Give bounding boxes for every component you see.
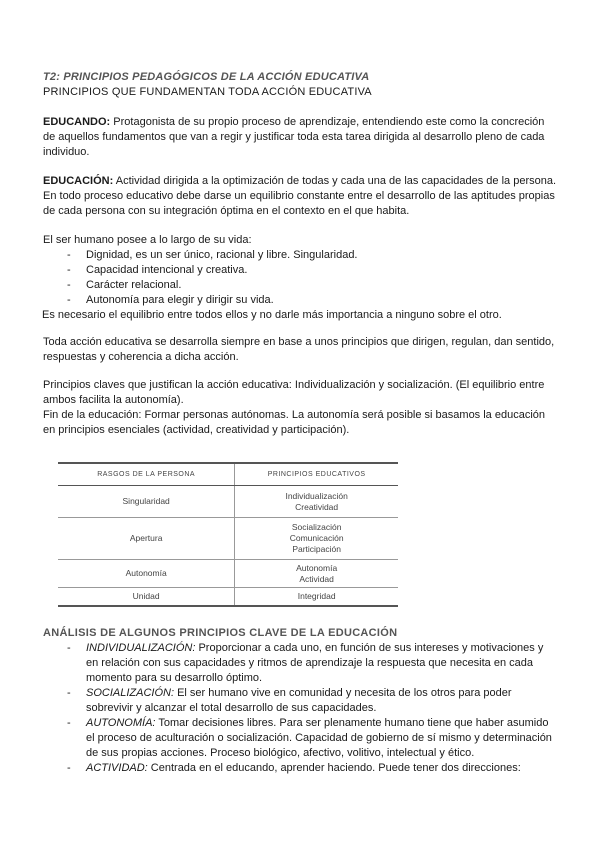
ser-humano-list	[43, 248, 557, 308]
list-item: - Carácter relacional.	[43, 278, 557, 293]
column-header: RASGOS DE LA PERSONA	[58, 463, 235, 486]
principle-term: AUTONOMÍA:	[86, 717, 156, 729]
educacion-text: Actividad dirigida a la optimización de todas y cada una de las capacidades de la persona. En todo proceso educativo debe darse un equilibrio constante entre el desarrollo de las aptitudes propias de cada persona con su integración óptima en el contexto en el que habita.	[43, 175, 557, 217]
analisis-list	[43, 641, 557, 776]
ser-humano-section	[43, 233, 557, 323]
analisis-title: ANÁLISIS DE ALGUNOS PRINCIPIOS CLAVE DE LA EDUCACIÓN	[43, 627, 398, 639]
principio: Participación	[292, 544, 341, 554]
list-item: - Dignidad, es un ser único, racional y libre. Singularidad.	[43, 248, 557, 263]
educacion-paragraph	[43, 174, 557, 219]
analisis-section	[43, 626, 557, 776]
table-cell	[235, 486, 398, 518]
list-item	[43, 686, 557, 716]
table-cell	[235, 560, 398, 588]
principio: Actividad	[299, 573, 334, 584]
principle-term: INDIVIDUALIZACIÓN:	[86, 642, 196, 654]
document-subtitle: PRINCIPIOS QUE FUNDAMENTAN TODA ACCIÓN EDUCATIVA	[43, 86, 372, 98]
table-cell	[235, 518, 398, 560]
rasgos-principios-table	[58, 462, 398, 607]
table-cell: Singularidad	[58, 486, 235, 518]
table-row	[58, 588, 398, 606]
table-row	[58, 518, 398, 560]
principio: Creatividad	[295, 501, 339, 512]
principle-term: ACTIVIDAD:	[86, 762, 148, 774]
list-item	[43, 641, 557, 686]
principle-text: El ser humano vive en comunidad y necesita de los otros para poder sobrevivir y alcanzar el total desarrollo de sus capacidades.	[86, 687, 512, 714]
accion-text-3: Fin de la educación: Formar personas autónomas. La autonomía será posible si basamos la educación en principios esenciales (actividad, creatividad y participación).	[43, 409, 546, 436]
principle-text: Proporcionar a cada uno, en función de sus intereses y motivaciones y en relación con sus capacidades y ritmos de aprendizaje la respuesta que necesita en cada momento para su desarrollo óptimo.	[86, 642, 544, 684]
table-header-row	[58, 463, 398, 486]
principio: Comunicación	[289, 533, 344, 543]
principio: Socialización	[291, 522, 342, 532]
document-title: T2: PRINCIPIOS PEDAGÓGICOS DE LA ACCIÓN EDUCATIVA	[43, 71, 370, 83]
table-cell: Unidad	[58, 588, 235, 606]
list-item: - Capacidad intencional y creativa.	[43, 263, 557, 278]
accion-text-2: Principios claves que justifican la acción educativa: Individualización y socialización. (El equilibrio entre ambos facilita la autonomía).	[43, 379, 545, 406]
header	[43, 70, 557, 100]
table-row	[58, 560, 398, 588]
principle-text: Centrada en el educando, aprender haciendo. Puede tener dos direcciones:	[147, 762, 521, 774]
accion-paragraph-1	[43, 335, 557, 365]
ser-humano-outro: Es necesario el equilibrio entre todos ellos y no darle más importancia a ninguno sobre el otro.	[42, 309, 502, 321]
educando-text: Protagonista de su propio proceso de aprendizaje, entendiendo este como la concreción de aquellos fundamentos que van a regir y justificar toda esta tarea dirigida al desarrollo pleno de cada individuo.	[43, 116, 545, 158]
principle-text: Tomar decisiones libres. Para ser plenamente humano tiene que haber asumido el proceso de aculturación o socialización. Capacidad de gobierno de sí mismo y determinación de sus propias acciones. Proceso biológico, afectivo, volitivo, intelectual y ético.	[86, 717, 552, 759]
table-row	[58, 486, 398, 518]
principio: Autonomía	[296, 562, 338, 573]
table-cell: Autonomía	[58, 560, 235, 588]
list-item	[43, 761, 557, 776]
principio: Individualización	[285, 490, 348, 501]
table-cell	[235, 588, 398, 606]
list-item: - Autonomía para elegir y dirigir su vida.	[43, 293, 557, 308]
principio: Integridad	[297, 590, 336, 601]
accion-text-1: Toda acción educativa se desarrolla siempre en base a unos principios que dirigen, regulan, dan sentido, respuestas y coherencia a dicha acción.	[43, 336, 555, 363]
table-cell: Apertura	[58, 518, 235, 560]
list-item	[43, 716, 557, 761]
educando-paragraph	[43, 115, 557, 160]
principle-term: SOCIALIZACIÓN:	[86, 687, 175, 699]
educando-term: EDUCANDO:	[43, 116, 111, 128]
ser-humano-intro: El ser humano posee a lo largo de su vida:	[43, 234, 252, 246]
column-header: PRINCIPIOS EDUCATIVOS	[235, 463, 398, 486]
accion-paragraph-2	[43, 378, 557, 438]
educacion-term: EDUCACIÓN:	[43, 175, 114, 187]
